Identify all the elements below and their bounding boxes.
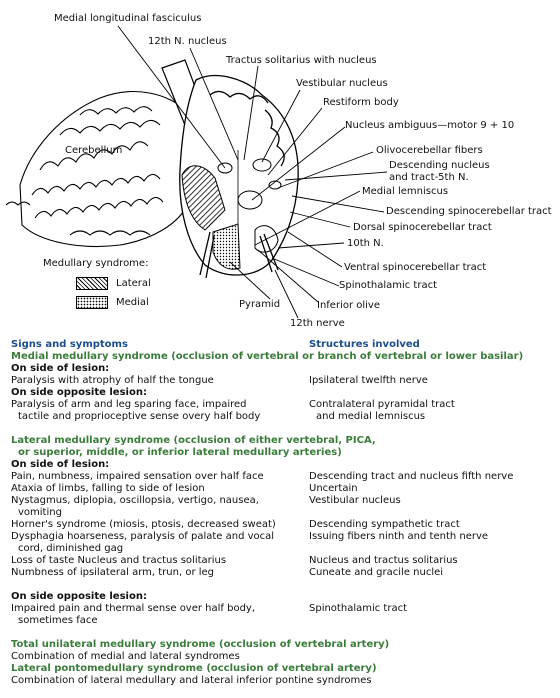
col-header-signs: Signs and symptoms [11,339,128,350]
lateral-side-opposite: On side opposite lesion: [11,591,147,602]
sign-line: Paralysis of arm and leg sparing face, impaired [11,399,247,410]
sign-cell [11,399,309,423]
pontomedullary-syndrome-desc: Combination of lateral medullary and lateral inferior pontine syndromes [11,675,372,686]
medial-side-opposite: On side opposite lesion: [11,387,147,398]
legend-medial-swatch [76,296,108,309]
lateral-rows [11,471,556,579]
structure-cell: Spinothalamic tract [309,603,407,614]
label-olivocerebellar: Olivocerebellar fibers [376,145,483,156]
sign-cell [11,519,309,531]
table-row [11,531,556,555]
sign-cell [11,555,309,567]
label-descending-nucleus-2: and tract-5th N. [389,172,469,183]
table-row [11,375,556,387]
label-mlf: Medial longitudinal fasciculus [54,13,202,24]
sign-line: Pain, numbness, impaired sensation over half face [11,471,264,482]
sign-line: sometimes face [18,615,98,626]
label-cerebellum: Cerebellum [65,145,123,156]
sign-line: Horner's syndrome (miosis, ptosis, decreased sweat) [11,519,276,530]
pontomedullary-syndrome-title: Lateral pontomedullary syndrome (occlusion of vertebral artery) [11,663,377,674]
label-nucleus-ambiguus: Nucleus ambiguus—motor 9 + 10 [345,120,515,131]
structure-cell [309,399,556,423]
medial-syndrome-title: Medial medullary syndrome (occlusion of vertebral or branch of vertebral or lower basilar) [11,351,524,362]
sign-line: Ataxia of limbs, falling to side of lesion [11,483,205,494]
label-medial-lemniscus: Medial lemniscus [362,186,449,197]
sign-cell [11,531,309,555]
sign-line: cord, diminished gag [18,543,124,554]
label-descending-nucleus: Descending nucleus [389,160,490,171]
table-row [11,555,556,567]
structure-cell: Uncertain [309,483,358,494]
structure-cell: Vestibular nucleus [309,495,401,506]
structure-line: Contralateral pyramidal tract [309,399,455,410]
label-vestibular-nucleus: Vestibular nucleus [296,78,388,89]
legend-lateral-swatch [76,277,108,290]
sign-line: Nystagmus, diplopia, oscillopsia, vertigo, nausea, [11,495,259,506]
label-restiform-body: Restiform body [323,97,399,108]
legend-medial-label: Medial [116,297,149,308]
sign-line: Dysphagia hoarseness, paralysis of palate and vocal [11,531,275,542]
lateral-syndrome-title-2: or superior, middle, or inferior lateral medullary arteries) [18,447,342,458]
lateral-syndrome-title: Lateral medullary syndrome (occlusion of either vertebral, PICA, [11,435,376,446]
sign-line: tactile and proprioceptive sense overy half body [18,411,261,422]
total-syndrome-desc: Combination of medial and lateral syndromes [11,651,240,662]
sign-line: vomiting [18,507,62,518]
structure-cell: Cuneate and gracile nuclei [309,567,444,578]
table-row [11,603,556,627]
structure-cell: Nucleus and tractus solitarius [309,555,458,566]
table-row [11,567,556,579]
label-10th-nerve: 10th N. [347,238,384,249]
sign-line: Loss of taste Nucleus and tractus solitarius [11,555,227,566]
label-desc-spinocerebellar: Descending spinocerebellar tract [386,206,552,217]
col-header-structures: Structures involved [309,339,420,350]
label-inferior-olive: Inferior olive [317,300,381,311]
table-row [11,519,556,531]
structure-line: and medial lemniscus [316,411,426,422]
sign-cell [11,471,309,483]
label-dorsal-spinocerebellar: Dorsal spinocerebellar tract [353,222,492,233]
sign-cell: Paralysis with atrophy of half the tongue [11,375,214,386]
label-ventral-spinocerebellar: Ventral spinocerebellar tract [344,262,487,273]
sign-line: Numbness of ipsilateral arm, trun, or leg [11,567,215,578]
cerebellum-drawing [6,92,190,247]
sign-cell [11,495,309,519]
lateral-side-of-lesion: On side of lesion: [11,459,110,470]
table-row [11,483,556,495]
structure-cell: Ipsilateral twelfth nerve [309,375,428,386]
table-row [11,471,556,483]
legend-title: Medullary syndrome: [43,258,149,269]
label-pyramid: Pyramid [239,299,281,310]
label-spinothalamic: Spinothalamic tract [339,280,437,291]
sign-line: Impaired pain and thermal sense over half body, [11,603,256,614]
structure-cell: Issuing fibers ninth and tenth nerve [309,531,489,542]
sign-cell [11,567,309,579]
table-row [11,399,556,423]
medulla-figure [0,0,560,335]
table-row [11,495,556,519]
syndrome-table [11,339,556,687]
sign-cell [11,483,309,495]
structure-cell: Descending tract and nucleus fifth nerve [309,471,514,482]
structure-cell: Descending sympathetic tract [309,519,460,530]
label-12th-nerve: 12th nerve [290,318,345,329]
medial-side-of-lesion: On side of lesion: [11,363,110,374]
sign-cell [11,603,309,627]
total-syndrome-title: Total unilateral medullary syndrome (occlusion of vertebral artery) [11,639,390,650]
label-12th-nucleus: 12th N. nucleus [148,36,227,47]
legend-lateral-label: Lateral [116,278,151,289]
label-tractus-solitarius: Tractus solitarius with nucleus [226,55,377,66]
